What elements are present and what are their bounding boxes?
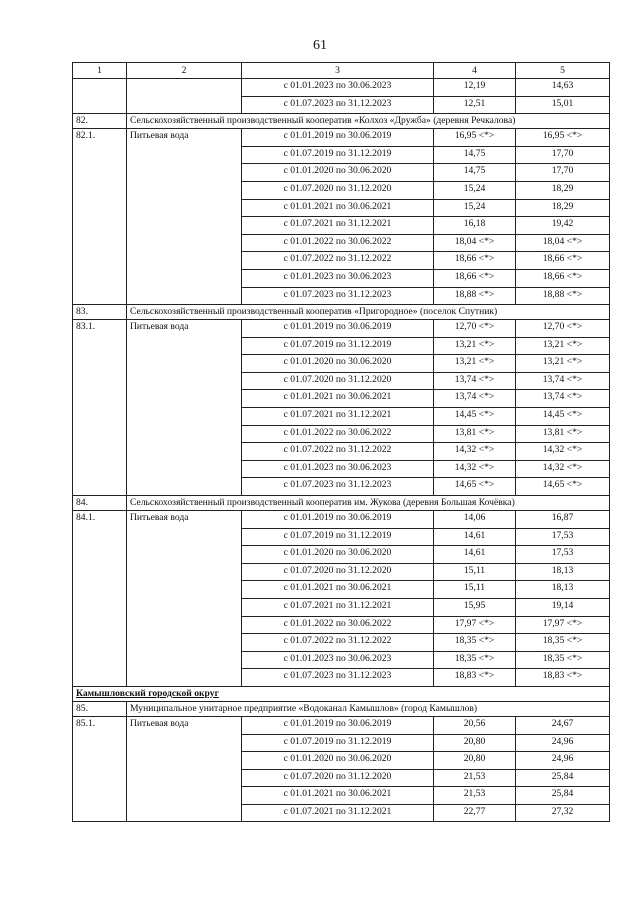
period-cell: с 01.07.2022 по 31.12.2022 — [242, 252, 434, 270]
period-cell: с 01.07.2023 по 31.12.2023 — [242, 287, 434, 305]
period-cell: с 01.01.2022 по 30.06.2022 — [242, 425, 434, 443]
tariff-value-vat-cell: 18,66 <*> — [516, 269, 610, 287]
tariff-value-vat-cell: 14,65 <*> — [516, 478, 610, 496]
header-row — [73, 63, 610, 79]
period-cell: с 01.01.2019 по 30.06.2019 — [242, 129, 434, 147]
tariff-value-cell: 18,66 <*> — [434, 269, 516, 287]
period-cell: с 01.01.2021 по 30.06.2021 — [242, 581, 434, 599]
tariff-value-cell: 14,06 — [434, 511, 516, 529]
col-header-5: 5 — [516, 63, 610, 79]
tariff-value-cell: 17,97 <*> — [434, 616, 516, 634]
tariff-value-vat-cell: 18,35 <*> — [516, 634, 610, 652]
period-cell: с 01.01.2021 по 30.06.2021 — [242, 787, 434, 805]
period-cell: с 01.07.2023 по 31.12.2023 — [242, 669, 434, 687]
tariff-value-cell: 13,74 <*> — [434, 372, 516, 390]
org-num: 82. — [73, 114, 127, 129]
tariff-value-cell: 12,70 <*> — [434, 320, 516, 338]
tariff-value-vat-cell: 17,70 — [516, 146, 610, 164]
period-cell: с 01.07.2020 по 31.12.2020 — [242, 769, 434, 787]
period-cell: с 01.07.2023 по 31.12.2023 — [242, 96, 434, 114]
subitem-num: 83.1. — [73, 320, 127, 496]
district-name: Камышловский городской округ — [76, 687, 219, 699]
tariff-value-vat-cell: 13,74 <*> — [516, 390, 610, 408]
col-header-4: 4 — [434, 63, 516, 79]
tariff-value-vat-cell: 13,21 <*> — [516, 337, 610, 355]
tariff-value-cell: 13,21 <*> — [434, 355, 516, 373]
period-cell: с 01.07.2022 по 31.12.2022 — [242, 634, 434, 652]
tariff-value-cell: 15,24 — [434, 181, 516, 199]
tariff-value-vat-cell: 16,95 <*> — [516, 129, 610, 147]
tariff-table — [72, 62, 610, 822]
tariff-value-vat-cell: 18,83 <*> — [516, 669, 610, 687]
tariff-value-cell: 13,21 <*> — [434, 337, 516, 355]
tariff-value-vat-cell: 14,32 <*> — [516, 443, 610, 461]
subitem-num: 82.1. — [73, 129, 127, 305]
tariff-value-vat-cell: 16,87 — [516, 511, 610, 529]
tariff-value-cell: 18,83 <*> — [434, 669, 516, 687]
tariff-value-vat-cell: 24,67 — [516, 716, 610, 734]
tariff-value-cell: 15,11 — [434, 581, 516, 599]
org-row — [73, 114, 610, 129]
subitem-num: 84.1. — [73, 511, 127, 687]
period-cell: с 01.01.2022 по 30.06.2022 — [242, 616, 434, 634]
org-num: 85. — [73, 701, 127, 716]
resource-cell — [127, 78, 242, 113]
tariff-value-cell: 14,65 <*> — [434, 478, 516, 496]
tariff-value-vat-cell: 12,70 <*> — [516, 320, 610, 338]
tariff-value-vat-cell: 18,29 — [516, 181, 610, 199]
col-header-3: 3 — [242, 63, 434, 79]
tariff-value-cell: 18,35 <*> — [434, 634, 516, 652]
tariff-value-cell: 13,74 <*> — [434, 390, 516, 408]
tariff-value-cell: 14,32 <*> — [434, 460, 516, 478]
period-cell: с 01.01.2020 по 30.06.2020 — [242, 546, 434, 564]
tariff-value-vat-cell: 24,96 — [516, 734, 610, 752]
tariff-value-vat-cell: 19,14 — [516, 598, 610, 616]
period-cell: с 01.01.2019 по 30.06.2019 — [242, 320, 434, 338]
period-cell: с 01.01.2023 по 30.06.2023 — [242, 269, 434, 287]
resource-name: Питьевая вода — [127, 320, 242, 496]
period-cell: с 01.01.2019 по 30.06.2019 — [242, 511, 434, 529]
tariff-value-cell: 14,61 — [434, 546, 516, 564]
tariff-value-vat-cell: 17,97 <*> — [516, 616, 610, 634]
tariff-value-cell: 14,75 — [434, 164, 516, 182]
tariff-value-vat-cell: 17,70 — [516, 164, 610, 182]
table-row — [73, 78, 610, 96]
period-cell: с 01.07.2021 по 31.12.2021 — [242, 804, 434, 822]
period-cell: с 01.01.2023 по 30.06.2023 — [242, 78, 434, 96]
tariff-value-vat-cell: 14,32 <*> — [516, 460, 610, 478]
period-cell: с 01.01.2020 по 30.06.2020 — [242, 752, 434, 770]
tariff-value-vat-cell: 17,53 — [516, 528, 610, 546]
period-cell: с 01.07.2019 по 31.12.2019 — [242, 337, 434, 355]
period-cell: с 01.07.2019 по 31.12.2019 — [242, 146, 434, 164]
tariff-value-vat-cell: 15,01 — [516, 96, 610, 114]
page-number: 61 — [313, 38, 327, 53]
col-header-2: 2 — [127, 63, 242, 79]
tariff-value-cell: 18,35 <*> — [434, 651, 516, 669]
tariff-value-vat-cell: 25,84 — [516, 769, 610, 787]
tariff-value-vat-cell: 14,63 — [516, 78, 610, 96]
org-row — [73, 701, 610, 716]
tariff-value-vat-cell: 18,29 — [516, 199, 610, 217]
period-cell: с 01.07.2020 по 31.12.2020 — [242, 372, 434, 390]
period-cell: с 01.07.2019 по 31.12.2019 — [242, 528, 434, 546]
tariff-value-cell: 12,51 — [434, 96, 516, 114]
period-cell: с 01.01.2022 по 30.06.2022 — [242, 234, 434, 252]
period-cell: с 01.07.2019 по 31.12.2019 — [242, 734, 434, 752]
tariff-value-vat-cell: 17,53 — [516, 546, 610, 564]
table-row — [73, 129, 610, 147]
period-cell: с 01.01.2020 по 30.06.2020 — [242, 355, 434, 373]
tariff-value-cell: 14,75 — [434, 146, 516, 164]
table-row — [73, 716, 610, 734]
tariff-value-cell: 15,11 — [434, 563, 516, 581]
district-row — [73, 686, 610, 701]
tariff-value-cell: 16,95 <*> — [434, 129, 516, 147]
period-cell: с 01.01.2021 по 30.06.2021 — [242, 199, 434, 217]
table-row — [73, 320, 610, 338]
tariff-value-cell: 16,18 — [434, 217, 516, 235]
tariff-value-cell: 18,88 <*> — [434, 287, 516, 305]
org-num: 83. — [73, 305, 127, 320]
tariff-value-vat-cell: 18,66 <*> — [516, 252, 610, 270]
org-row — [73, 305, 610, 320]
tariff-value-cell: 21,53 — [434, 787, 516, 805]
tariff-value-vat-cell: 14,45 <*> — [516, 408, 610, 426]
period-cell: с 01.07.2021 по 31.12.2021 — [242, 217, 434, 235]
org-title: Сельскохозяйственный производственный кооператив «Пригородное» (поселок Спутник) — [127, 305, 610, 320]
tariff-value-cell: 20,80 — [434, 734, 516, 752]
period-cell: с 01.01.2023 по 30.06.2023 — [242, 651, 434, 669]
tariff-value-vat-cell: 18,13 — [516, 563, 610, 581]
num-cell — [73, 78, 127, 113]
tariff-value-vat-cell: 18,88 <*> — [516, 287, 610, 305]
resource-name: Питьевая вода — [127, 511, 242, 687]
tariff-value-cell: 15,24 — [434, 199, 516, 217]
period-cell: с 01.01.2019 по 30.06.2019 — [242, 716, 434, 734]
period-cell: с 01.01.2020 по 30.06.2020 — [242, 164, 434, 182]
tariff-value-cell: 13,81 <*> — [434, 425, 516, 443]
tariff-value-vat-cell: 19,42 — [516, 217, 610, 235]
tariff-value-vat-cell: 18,13 — [516, 581, 610, 599]
period-cell: с 01.07.2021 по 31.12.2021 — [242, 408, 434, 426]
col-header-1: 1 — [73, 63, 127, 79]
tariff-value-vat-cell: 27,32 — [516, 804, 610, 822]
org-num: 84. — [73, 496, 127, 511]
tariff-value-vat-cell: 13,81 <*> — [516, 425, 610, 443]
period-cell: с 01.07.2023 по 31.12.2023 — [242, 478, 434, 496]
resource-name: Питьевая вода — [127, 129, 242, 305]
org-title: Сельскохозяйственный производственный кооператив им. Жукова (деревня Большая Кочёвка) — [127, 496, 610, 511]
tariff-value-cell: 14,32 <*> — [434, 443, 516, 461]
period-cell: с 01.07.2021 по 31.12.2021 — [242, 598, 434, 616]
resource-name: Питьевая вода — [127, 716, 242, 822]
org-row — [73, 496, 610, 511]
tariff-value-cell: 14,45 <*> — [434, 408, 516, 426]
tariff-value-vat-cell: 24,96 — [516, 752, 610, 770]
district-title — [73, 686, 610, 701]
tariff-value-vat-cell: 18,35 <*> — [516, 651, 610, 669]
tariff-value-cell: 21,53 — [434, 769, 516, 787]
tariff-value-cell: 15,95 — [434, 598, 516, 616]
period-cell: с 01.07.2020 по 31.12.2020 — [242, 563, 434, 581]
tariff-value-vat-cell: 13,74 <*> — [516, 372, 610, 390]
tariff-value-cell: 20,56 — [434, 716, 516, 734]
org-title: Муниципальное унитарное предприятие «Водоканал Камышлов» (город Камышлов) — [127, 701, 610, 716]
period-cell: с 01.07.2020 по 31.12.2020 — [242, 181, 434, 199]
period-cell: с 01.01.2021 по 30.06.2021 — [242, 390, 434, 408]
table-row — [73, 511, 610, 529]
tariff-value-cell: 12,19 — [434, 78, 516, 96]
period-cell: с 01.01.2023 по 30.06.2023 — [242, 460, 434, 478]
tariff-value-cell: 20,80 — [434, 752, 516, 770]
org-title: Сельскохозяйственный производственный кооператив «Колхоз «Дружба» (деревня Речкалова) — [127, 114, 610, 129]
tariff-value-vat-cell: 18,04 <*> — [516, 234, 610, 252]
tariff-value-vat-cell: 25,84 — [516, 787, 610, 805]
tariff-value-cell: 18,04 <*> — [434, 234, 516, 252]
tariff-value-cell: 18,66 <*> — [434, 252, 516, 270]
subitem-num: 85.1. — [73, 716, 127, 822]
tariff-value-cell: 14,61 — [434, 528, 516, 546]
tariff-value-vat-cell: 13,21 <*> — [516, 355, 610, 373]
period-cell: с 01.07.2022 по 31.12.2022 — [242, 443, 434, 461]
tariff-value-cell: 22,77 — [434, 804, 516, 822]
